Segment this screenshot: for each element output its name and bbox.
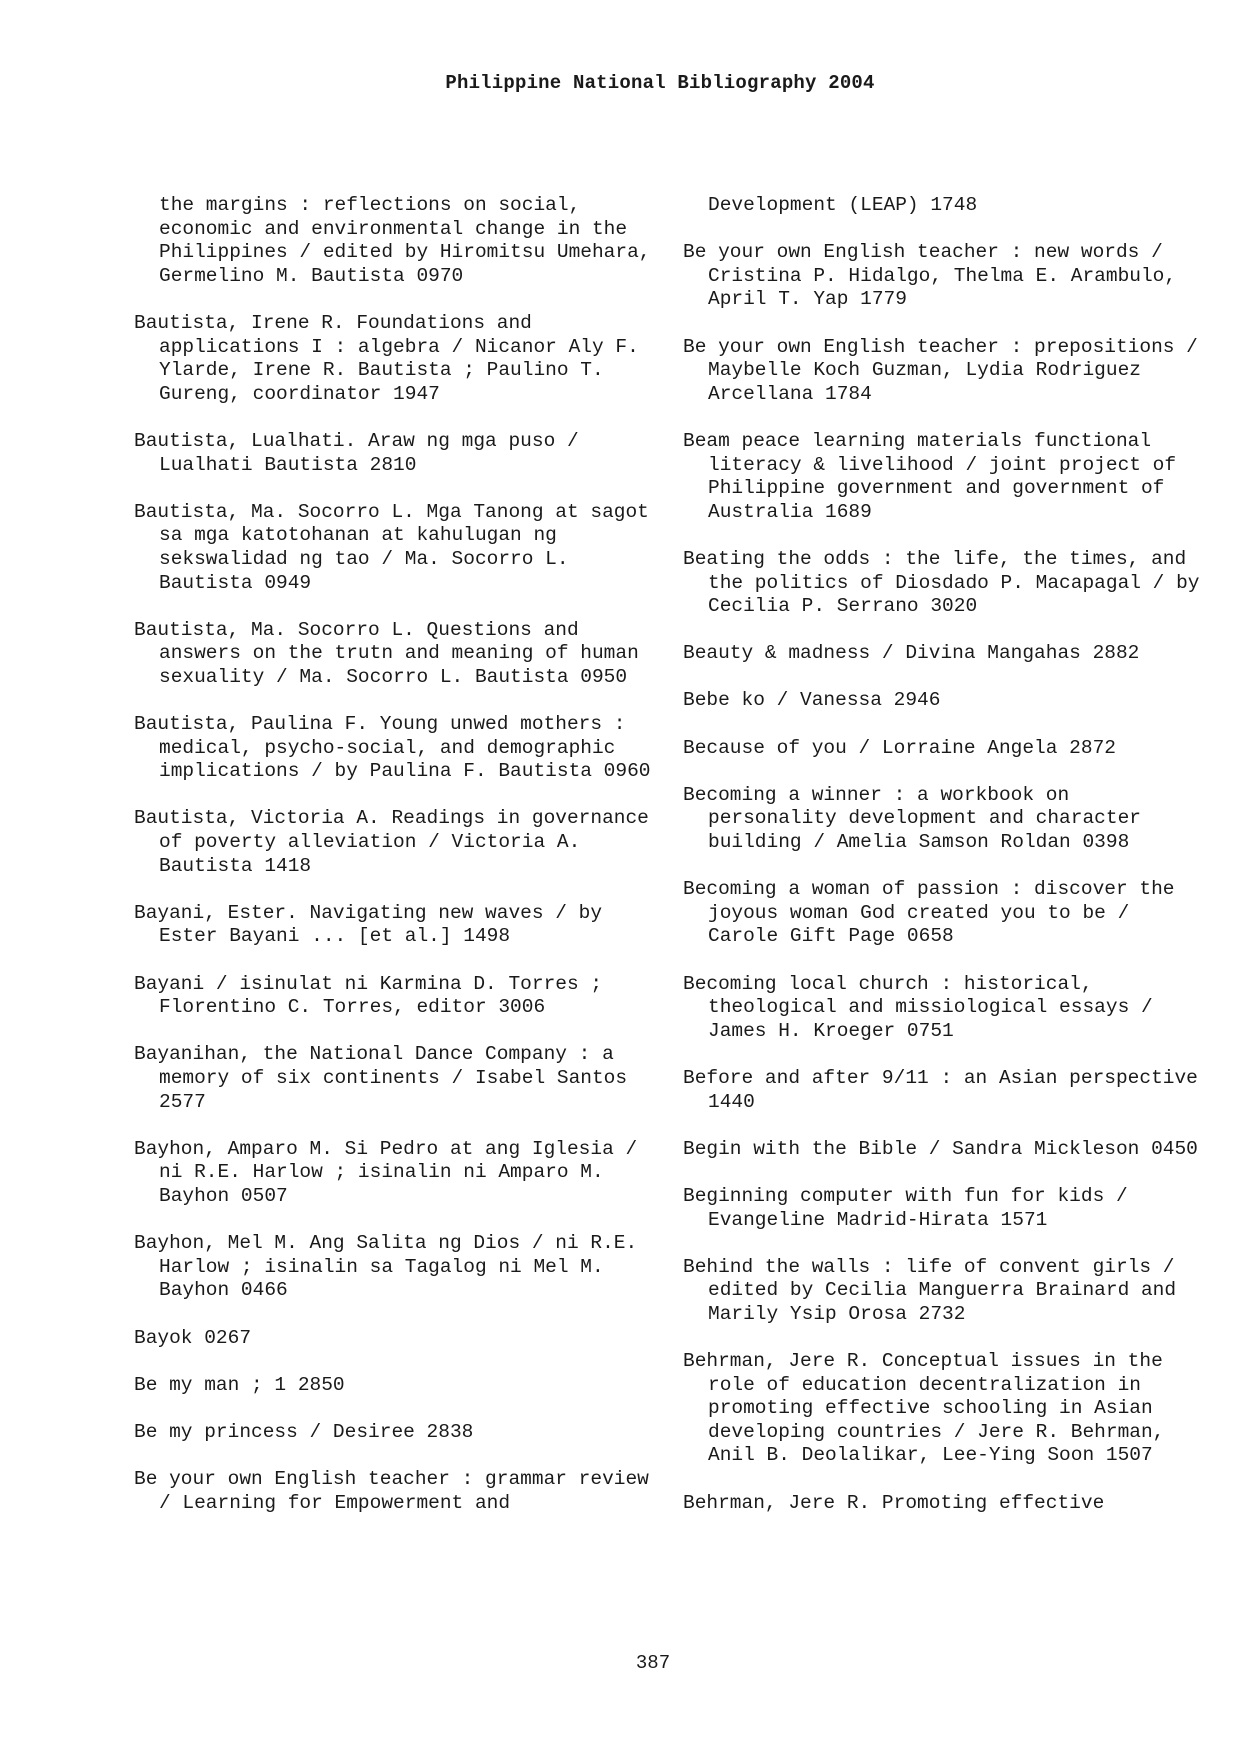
right-column [683,194,1203,1539]
page-number: 387 [635,1652,671,1674]
bibliography-entry: Beauty & madness / Divina Mangahas 2882 [683,642,1140,665]
bibliography-entry: Bayhon, Mel M. Ang Salita ng Dios / ni R.E. Harlow ; isinalin sa Tagalog ni Mel M. Bayhon 0466 [134,1232,638,1302]
left-column [134,194,654,1539]
bibliography-entry: Bautista, Victoria A. Readings in governance of poverty alleviation / Victoria A. Bautista 1418 [134,807,649,877]
bibliography-entry: the margins : reflections on social, economic and environmental change in the Philippines / edited by Hiromitsu Umehara, Germelino M. Bautista 0970 [159,194,651,287]
bibliography-entry: Behrman, Jere R. Promoting effective [683,1491,1105,1514]
bibliography-entry: Bayani / isinulat ni Karmina D. Torres ; Florentino C. Torres, editor 3006 [134,972,603,1019]
bibliography-entry: Development (LEAP) 1748 [708,194,978,216]
bibliography-entry: Bautista, Ma. Socorro L. Mga Tanong at sagot sa mga katotohanan at kahulugan ng sekswalidad ng tao / Ma. Socorro L. Bautista 0949 [134,500,649,594]
bibliography-entry: Bautista, Lualhati. Araw ng mga puso / Lualhati Bautista 2810 [134,429,579,476]
bibliography-entry: Be my man ; 1 2850 [134,1373,345,1396]
bibliography-entry: Bayanihan, the National Dance Company : a memory of six continents / Isabel Santos 2577 [134,1043,628,1113]
bibliography-entry: Bebe ko / Vanessa 2946 [683,689,941,712]
bibliography-entry: Be my princess / Desiree 2838 [134,1420,474,1443]
bibliography-entry: Bautista, Irene R. Foundations and applications I : algebra / Nicanor Aly F. Ylarde, Irene R. Bautista ; Paulino T. Gureng, coordinator 1947 [134,311,639,405]
bibliography-entry: Bautista, Ma. Socorro L. Questions and answers on the trutn and meaning of human sexuality / Ma. Socorro L. Bautista 0950 [134,618,639,688]
bibliography-entry: Bautista, Paulina F. Young unwed mothers : medical, psycho-social, and demographic implications / by Paulina F. Bautista 0960 [134,713,651,783]
bibliography-entry: Before and after 9/11 : an Asian perspective 1440 [683,1066,1198,1113]
bibliography-entry: Beam peace learning materials functional literacy & livelihood / joint project of Philippine government and government of Australia 1689 [683,429,1177,523]
bibliography-entry: Be your own English teacher : grammar review / Learning for Empowerment and [134,1468,649,1514]
bibliography-entry: Bayhon, Amparo M. Si Pedro at ang Iglesia / ni R.E. Harlow ; isinalin ni Amparo M. Bayhon 0507 [134,1137,638,1207]
bibliography-entry: Bayok 0267 [134,1326,252,1349]
bibliography-entry: Behrman, Jere R. Conceptual issues in the role of education decentralization in promoting effective schooling in Asian developing countries / Jere R. Behrman, Anil B. Deolalikar, Lee-Ying Soon 1507 [683,1350,1165,1467]
bibliography-entry: Becoming a woman of passion : discover the joyous woman God created you to be / Carole Gift Page 0658 [683,878,1175,948]
bibliography-entry: Bayani, Ester. Navigating new waves / by Ester Bayani ... [et al.] 1498 [134,901,603,948]
bibliography-entry: Behind the walls : life of convent girls / edited by Cecilia Manguerra Brainard and Marily Ysip Orosa 2732 [683,1255,1177,1325]
bibliography-entry: Be your own English teacher : new words / Cristina P. Hidalgo, Thelma E. Arambulo, April T. Yap 1779 [683,241,1177,311]
bibliography-entry: Becoming a winner : a workbook on personality development and character building / Amelia Samson Roldan 0398 [683,783,1141,854]
bibliography-entry: Be your own English teacher : prepositions / Maybelle Koch Guzman, Lydia Rodriguez Arcellana 1784 [683,335,1198,405]
bibliography-entry: Beating the odds : the life, the times, and the politics of Diosdado P. Macapagal / by Cecilia P. Serrano 3020 [683,547,1200,618]
bibliography-entry: Because of you / Lorraine Angela 2872 [683,736,1116,759]
page-title: Philippine National Bibliography 2004 [445,72,875,94]
bibliography-entry: Becoming local church : historical, theological and missiological essays / James H. Kroeger 0751 [683,972,1153,1042]
bibliography-entry: Beginning computer with fun for kids / Evangeline Madrid-Hirata 1571 [683,1184,1128,1231]
bibliography-entry: Begin with the Bible / Sandra Mickleson 0450 [683,1137,1198,1160]
